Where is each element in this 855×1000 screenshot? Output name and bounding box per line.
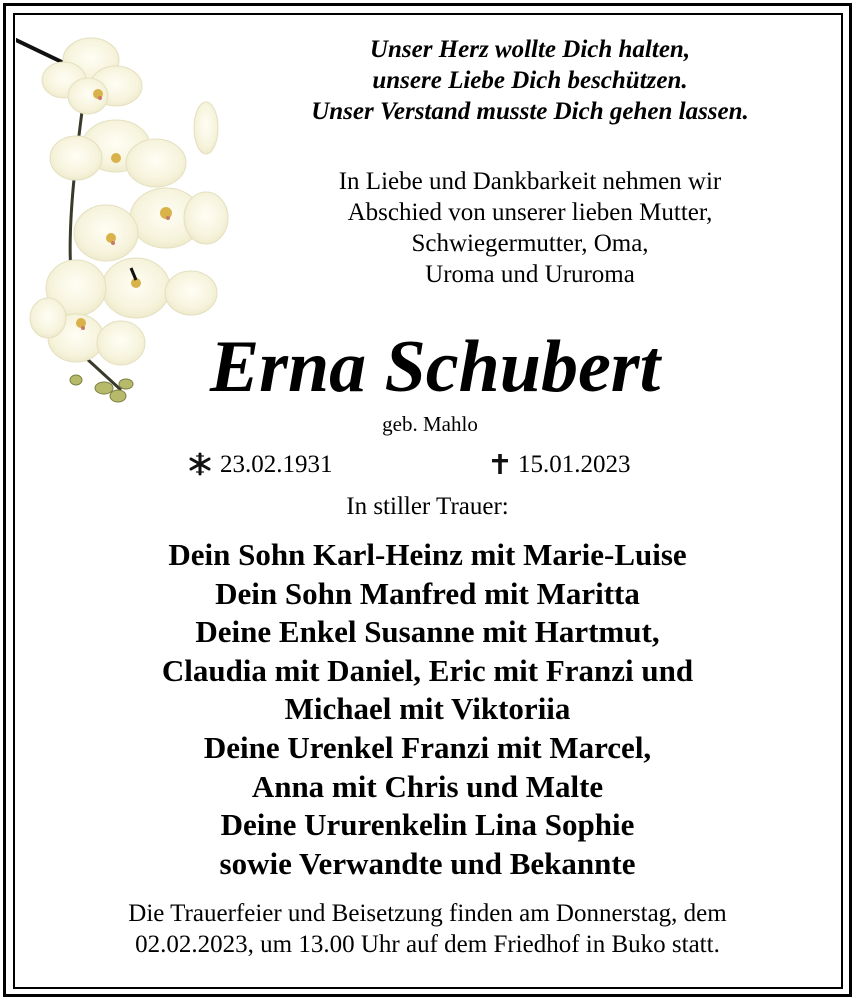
mourner-line: Deine Enkel Susanne mit Hartmut, bbox=[195, 614, 660, 650]
funeral-notice-line: Die Trauerfeier und Beisetzung finden am Donnerstag, dem bbox=[128, 900, 727, 927]
mourner-line: Dein Sohn Karl-Heinz mit Marie-Luise bbox=[168, 537, 687, 572]
death-date bbox=[490, 447, 631, 483]
mourner-line: Deine Urenkel Franzi mit Marcel, bbox=[203, 729, 652, 765]
mourners-list bbox=[0, 536, 855, 883]
mourner-line: Deine Ururenkelin Lina Sophie bbox=[220, 807, 635, 843]
birth-name: geb. Mahlo bbox=[382, 412, 478, 436]
mourner-line: Dein Sohn Manfred mit Maritta bbox=[215, 575, 640, 611]
birth-date-value: 23.02.1931 bbox=[220, 451, 333, 478]
poem bbox=[165, 34, 855, 127]
death-date-value: 15.01.2023 bbox=[518, 451, 631, 478]
mourner-line: Anna mit Chris und Malte bbox=[251, 768, 604, 804]
intro-line: Schwiegermutter, Oma, bbox=[411, 230, 649, 257]
mourner-line: Michael mit Viktoriia bbox=[284, 691, 571, 727]
mourning-heading: In stiller Trauer: bbox=[346, 493, 509, 520]
funeral-notice bbox=[0, 898, 855, 960]
poem-line: Unser Verstand musste Dich gehen lassen. bbox=[311, 98, 749, 125]
mourner-line: Claudia mit Daniel, Eric mit Franzi und bbox=[161, 652, 694, 688]
birth-star-icon bbox=[188, 452, 212, 476]
life-dates bbox=[0, 447, 855, 483]
cross-icon bbox=[490, 452, 510, 476]
deceased-name: Erna Schubert bbox=[209, 326, 661, 408]
funeral-notice-line: 02.02.2023, um 13.00 Uhr auf dem Friedhof in Buko statt. bbox=[135, 931, 720, 958]
intro-line: In Liebe und Dankbarkeit nehmen wir bbox=[338, 168, 722, 195]
poem-line: Unser Herz wollte Dich halten, bbox=[369, 36, 691, 63]
mourner-line: sowie Verwandte und Bekannte bbox=[219, 845, 636, 881]
intro-line: Abschied von unserer lieben Mutter, bbox=[347, 199, 713, 226]
intro-line: Uroma und Ururoma bbox=[425, 261, 635, 288]
birth-date bbox=[188, 447, 333, 483]
poem-line: unsere Liebe Dich beschützen. bbox=[372, 67, 688, 94]
intro-text bbox=[165, 166, 855, 290]
